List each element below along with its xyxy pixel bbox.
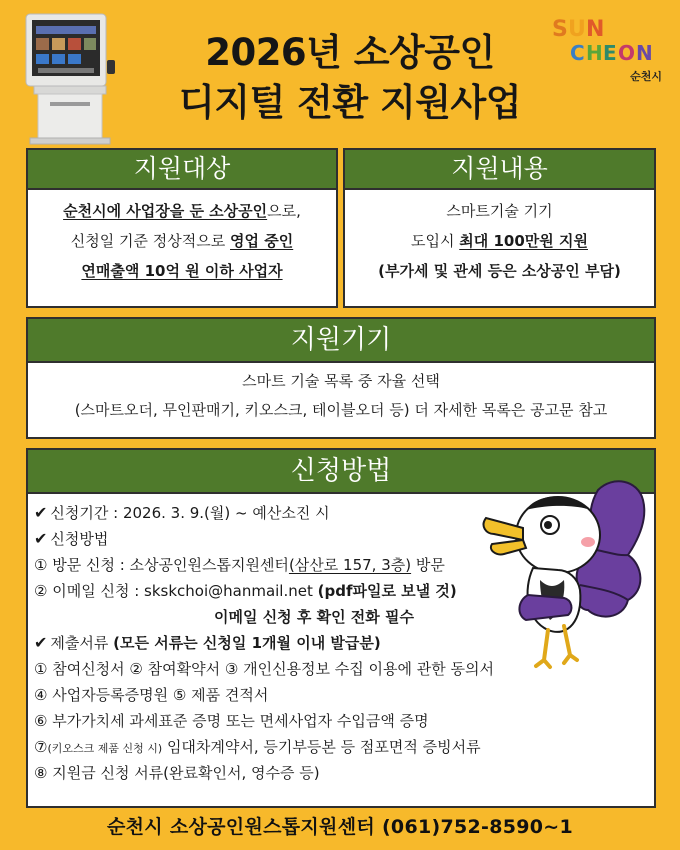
suncheon-logo bbox=[548, 10, 668, 83]
devices-body bbox=[28, 363, 654, 425]
page-title bbox=[150, 28, 550, 128]
apply-email: ② 이메일 신청 : skskchoi@hanmail.net (pdf파일로 보낼 것) bbox=[34, 582, 457, 600]
apply-period: ✔ 신청기간 : 2026. 3. 9.(월) ~ 예산소진 시 bbox=[34, 503, 330, 522]
target-heading: 지원대상 bbox=[28, 150, 336, 190]
svg-text:U: U bbox=[568, 17, 586, 42]
doc-item-1: ① 참여신청서 ② 참여확약서 ③ 개인신용정보 수집 이용에 관한 동의서 bbox=[34, 660, 494, 678]
check-icon: ✔ bbox=[34, 529, 48, 548]
svg-text:C: C bbox=[570, 41, 585, 65]
svg-text:H: H bbox=[586, 41, 603, 65]
devices-heading: 지원기기 bbox=[28, 319, 654, 363]
suncheon-logo-mark bbox=[548, 10, 668, 70]
target-line-3: 연매출액 10억 원 이하 사업자 bbox=[81, 262, 283, 280]
target-body bbox=[28, 190, 336, 286]
apply-visit: ① 방문 신청 : 소상공인원스톱지원센터(삼산로 157, 3층) 방문 bbox=[34, 556, 445, 574]
apply-docs-label: ✔ 제출서류 (모든 서류는 신청일 1개월 이내 발급분) bbox=[34, 633, 381, 652]
title-line-2: 디지털 전환 지원사업 bbox=[179, 81, 521, 124]
doc-item-3: ⑥ 부가가치세 과세표준 증명 또는 면세사업자 수입금액 증명 bbox=[34, 712, 429, 730]
svg-text:E: E bbox=[603, 41, 617, 65]
devices-line-2: (스마트오더, 무인판매기, 키오스크, 테이블오더 등) 더 자세한 목록은 공고문 참고 bbox=[74, 401, 608, 419]
kiosk-illustration bbox=[12, 12, 130, 146]
doc-item-2: ④ 사업자등록증명원 ⑤ 제품 견적서 bbox=[34, 686, 269, 704]
content-line-1: 스마트기술 기기 bbox=[446, 202, 553, 220]
svg-text:N: N bbox=[586, 17, 605, 42]
doc-item-4: ⑦(키오스크 제품 신청 시) 임대차계약서, 등기부등본 등 점포면적 증빙서류 bbox=[34, 738, 481, 756]
apply-heading: 신청방법 bbox=[28, 450, 654, 494]
apply-method-label: ✔ 신청방법 bbox=[34, 529, 109, 548]
target-line-1: 순천시에 사업장을 둔 소상공인으로, bbox=[63, 202, 301, 220]
apply-email-confirm: 이메일 신청 후 확인 전화 필수 bbox=[214, 608, 414, 626]
target-line-2: 신청일 기준 정상적으로 영업 중인 bbox=[70, 232, 294, 250]
content-body bbox=[345, 190, 654, 286]
check-icon: ✔ bbox=[34, 633, 48, 652]
title-line-1: 2026년 소상공인 bbox=[205, 31, 495, 74]
devices-line-1: 스마트 기술 목록 중 자율 선택 bbox=[242, 372, 440, 390]
devices-box bbox=[26, 317, 656, 439]
content-line-3: (부가세 및 관세 등은 소상공인 부담) bbox=[378, 262, 621, 280]
content-box bbox=[343, 148, 656, 308]
svg-text:O: O bbox=[618, 41, 636, 65]
mascot-bird-illustration bbox=[478, 470, 658, 670]
content-line-2: 도입시 최대 100만원 지원 bbox=[411, 232, 588, 250]
apply-list bbox=[34, 500, 554, 786]
footer-contact: 순천시 소상공인원스톱지원센터 (061)752-8590~1 bbox=[106, 816, 574, 838]
check-icon: ✔ bbox=[34, 503, 48, 522]
logo-city-name: 순천시 bbox=[630, 70, 662, 83]
target-box bbox=[26, 148, 338, 308]
svg-text:S: S bbox=[552, 17, 568, 42]
doc-item-5: ⑧ 지원금 신청 서류(완료확인서, 영수증 등) bbox=[34, 764, 320, 782]
svg-text:N: N bbox=[636, 41, 653, 65]
content-heading: 지원내용 bbox=[345, 150, 654, 190]
